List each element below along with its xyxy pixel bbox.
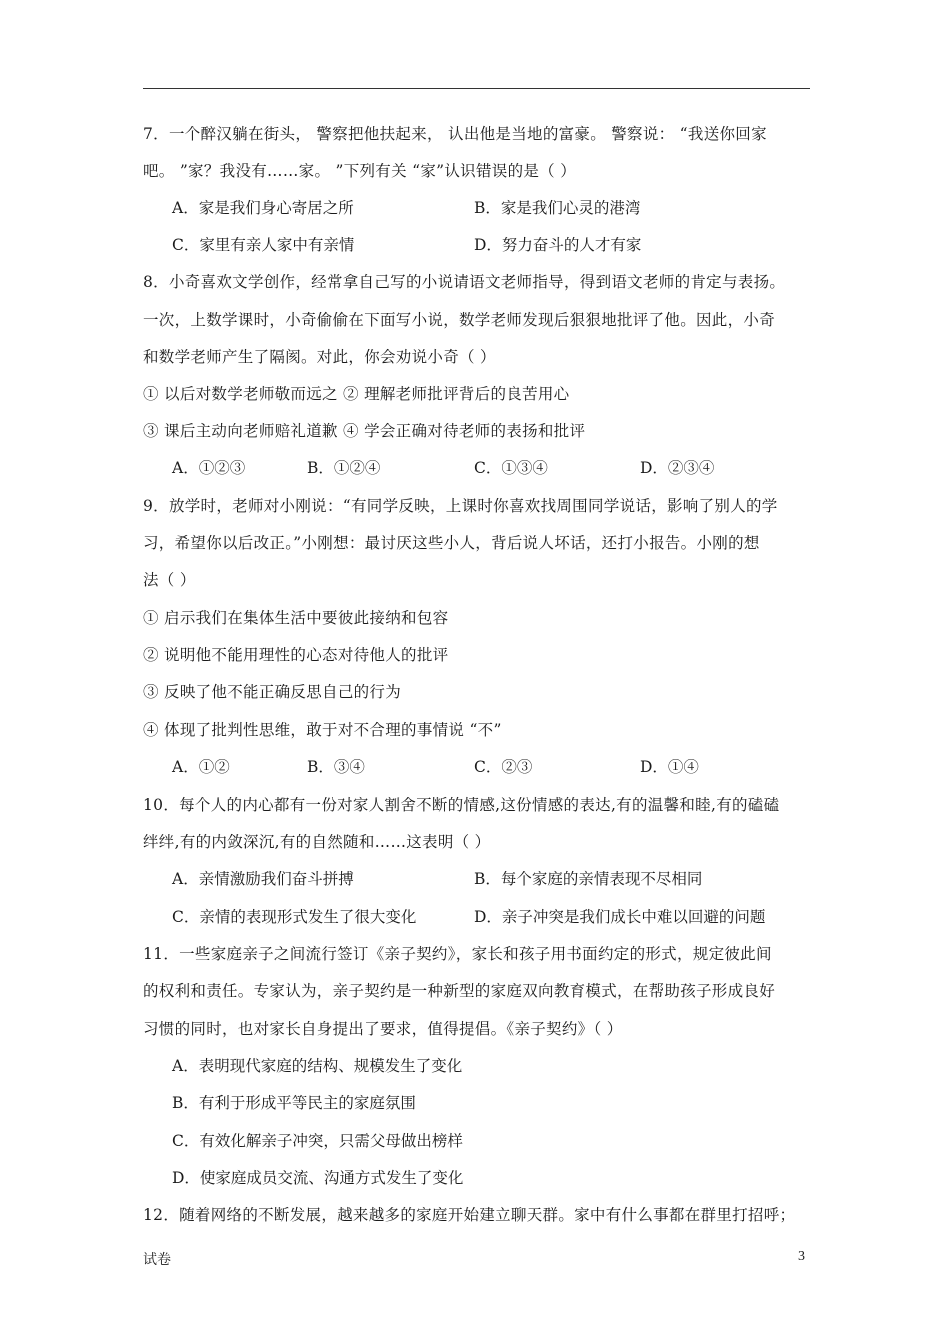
- header-rule: [143, 88, 810, 89]
- q10-option-d: D．亲子冲突是我们成长中难以回避的问题: [474, 908, 766, 926]
- q9-stem-line2: 习，希望你以后改正。”小刚想：最讨厌这些小人，背后说人坏话，还打小报告。小刚的想: [143, 534, 760, 552]
- q7-option-b: B．家是我们心灵的港湾: [474, 199, 641, 217]
- q9-statement-4: ④ 体现了批判性思维，敢于对不合理的事情说 “不”: [143, 721, 502, 739]
- q8-option-c: C．①③④: [474, 459, 548, 477]
- q7-stem-line1: 7．一个醉汉躺在街头， 警察把他扶起来， 认出他是当地的富豪。 警察说： “我送你回家: [143, 125, 767, 143]
- q7-option-a: A．家是我们身心寄居之所: [172, 199, 354, 217]
- q9-statement-2: ② 说明他不能用理性的心态对待他人的批评: [143, 646, 449, 664]
- q11-option-a: A．表明现代家庭的结构、规模发生了变化: [172, 1057, 463, 1075]
- q11-stem-line3: 习惯的同时，也对家长自身提出了要求，值得提倡。《亲子契约》（ ）: [143, 1020, 623, 1038]
- q9-option-d: D．①④: [640, 758, 699, 776]
- q12-stem-line1: 12．随着网络的不断发展，越来越多的家庭开始建立聊天群。家中有什么事都在群里打招呼；: [143, 1206, 796, 1224]
- q8-stem-line1: 8．小奇喜欢文学创作，经常拿自己写的小说请语文老师指导，得到语文老师的肯定与表扬。: [143, 273, 786, 291]
- q8-statement-2: ③ 课后主动向老师赔礼道歉 ④ 学会正确对待老师的表扬和批评: [143, 422, 586, 440]
- q11-stem-line2: 的权利和责任。专家认为，亲子契约是一种新型的家庭双向教育模式，在帮助孩子形成良好: [143, 982, 776, 1000]
- q10-stem-line1: 10．每个人的内心都有一份对家人割舍不断的情感,这份情感的表达,有的温馨和睦,有的磕磕: [143, 796, 780, 814]
- q10-option-a: A．亲情激励我们奋斗拼搏: [172, 870, 354, 888]
- q9-option-b: B．③④: [307, 758, 365, 776]
- q9-option-a: A．①②: [172, 758, 230, 776]
- q7-stem-line2: 吧。 ”家？我没有……家。 ”下列有关 “家”认识错误的是（ ）: [143, 162, 577, 180]
- q8-option-d: D．②③④: [640, 459, 715, 477]
- q7-option-c: C．家里有亲人家中有亲情: [172, 236, 355, 254]
- q10-option-b: B．每个家庭的亲情表现不尽相同: [474, 870, 703, 888]
- q8-option-b: B．①②④: [307, 459, 381, 477]
- q8-stem-line2: 一次，上数学课时，小奇偷偷在下面写小说，数学老师发现后狠狠地批评了他。因此，小奇: [143, 311, 776, 329]
- q9-stem-line3: 法（ ）: [143, 571, 196, 589]
- q10-option-c: C．亲情的表现形式发生了很大变化: [172, 908, 417, 926]
- q10-stem-line2: 绊绊,有的内敛深沉,有的自然随和……这表明（ ）: [143, 833, 491, 851]
- q8-stem-line3: 和数学老师产生了隔阂。对此，你会劝说小奇（ ）: [143, 348, 496, 366]
- q9-option-c: C．②③: [474, 758, 533, 776]
- footer-label: 试卷: [143, 1252, 171, 1268]
- q11-option-b: B．有利于形成平等民主的家庭氛围: [172, 1094, 416, 1112]
- q8-option-a: A．①②③: [172, 459, 246, 477]
- q9-statement-1: ① 启示我们在集体生活中要彼此接纳和包容: [143, 609, 449, 627]
- q9-statement-3: ③ 反映了他不能正确反思自己的行为: [143, 683, 402, 701]
- q11-option-d: D．使家庭成员交流、沟通方式发生了变化: [172, 1169, 464, 1187]
- q7-option-d: D．努力奋斗的人才有家: [474, 236, 642, 254]
- q11-option-c: C．有效化解亲子冲突，只需父母做出榜样: [172, 1132, 463, 1150]
- q8-statement-1: ① 以后对数学老师敬而远之 ② 理解老师批评背后的良苦用心: [143, 385, 570, 403]
- q9-stem-line1: 9．放学时，老师对小刚说：“有同学反映，上课时你喜欢找周围同学说话，影响了别人的学: [143, 497, 778, 515]
- page-number: 3: [798, 1249, 805, 1264]
- q11-stem-line1: 11．一些家庭亲子之间流行签订《亲子契约》，家长和孩子用书面约定的形式，规定彼此间: [143, 945, 772, 963]
